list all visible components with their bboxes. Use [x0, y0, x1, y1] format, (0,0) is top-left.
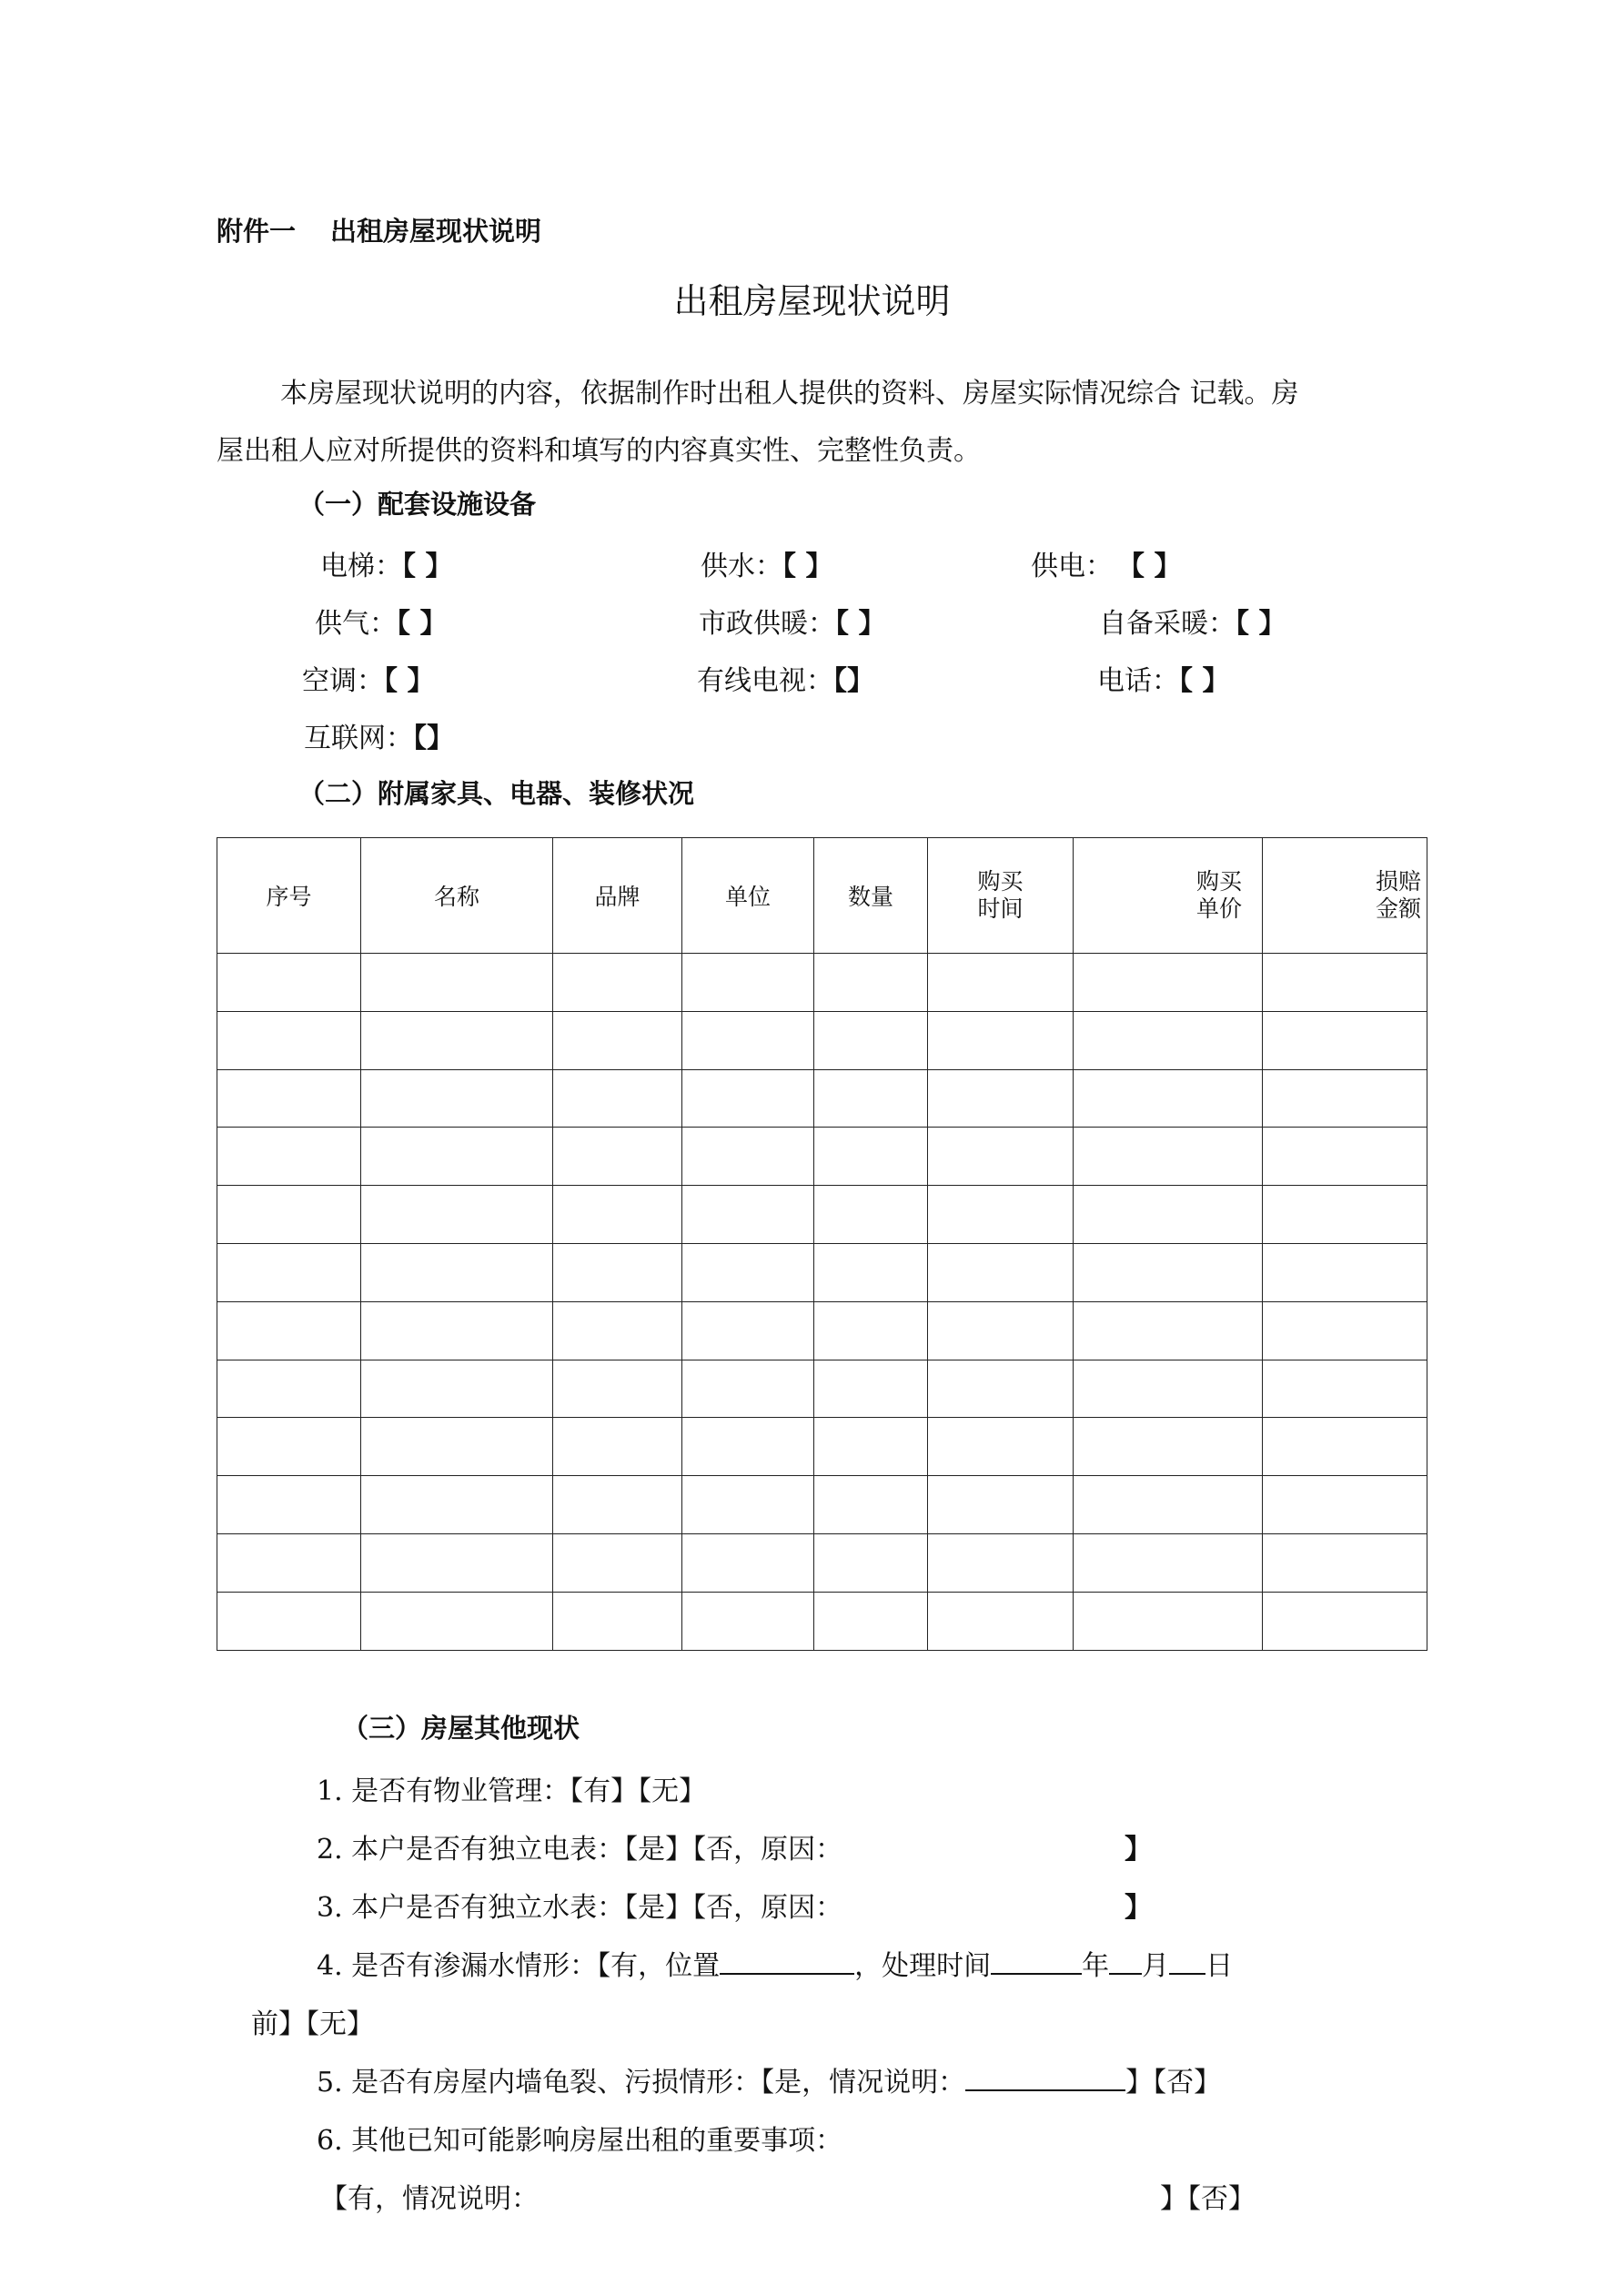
table-cell[interactable]	[1263, 954, 1427, 1012]
day-blank[interactable]	[1169, 1947, 1205, 1975]
table-cell[interactable]	[1263, 1301, 1427, 1360]
table-cell[interactable]	[553, 1592, 682, 1650]
checkbox-bracket[interactable]: 【】	[413, 723, 454, 754]
table-cell[interactable]	[553, 1476, 682, 1534]
table-cell[interactable]	[928, 1476, 1074, 1534]
table-row	[217, 1186, 1427, 1244]
table-cell[interactable]	[1074, 1418, 1263, 1476]
facility-internet: 互联网：【】	[304, 723, 454, 754]
table-cell[interactable]	[1074, 954, 1263, 1012]
col-quantity: 数量	[814, 838, 928, 954]
table-cell[interactable]	[361, 1592, 553, 1650]
checkbox-bracket[interactable]: 【 】	[402, 551, 453, 582]
facility-water: 供水：【 】	[701, 551, 833, 582]
table-cell[interactable]	[1074, 1128, 1263, 1186]
table-row	[217, 1360, 1427, 1418]
table-cell[interactable]	[361, 1301, 553, 1360]
table-cell[interactable]	[814, 1243, 928, 1301]
checkbox-bracket[interactable]: 【 】	[1236, 608, 1286, 640]
table-cell[interactable]	[361, 1128, 553, 1186]
table-cell[interactable]	[928, 1128, 1074, 1186]
table-cell[interactable]	[682, 1301, 814, 1360]
table-cell[interactable]	[1074, 1360, 1263, 1418]
section-1-heading: （一）配套设施设备	[298, 489, 537, 520]
checkbox-bracket[interactable]: 【 】	[782, 551, 833, 582]
col-damage-amount: 损赔 金额	[1263, 838, 1427, 954]
table-cell[interactable]	[553, 1128, 682, 1186]
question-6: 6. 其他已知可能影响房屋出租的重要事项：	[317, 2125, 843, 2157]
table-cell[interactable]	[217, 1128, 361, 1186]
furniture-table	[217, 837, 1427, 1651]
table-cell[interactable]	[1263, 1011, 1427, 1069]
table-cell[interactable]	[814, 1011, 928, 1069]
table-row	[217, 1243, 1427, 1301]
facility-gas: 供气：【 】	[315, 608, 448, 640]
table-cell[interactable]	[217, 1069, 361, 1128]
location-blank[interactable]	[720, 1947, 854, 1975]
table-cell[interactable]	[682, 1360, 814, 1418]
table-cell[interactable]	[1263, 1592, 1427, 1650]
table-cell[interactable]	[1074, 1011, 1263, 1069]
checkbox-bracket[interactable]: 【】	[833, 665, 874, 697]
table-cell[interactable]	[217, 954, 361, 1012]
table-cell[interactable]	[928, 1011, 1074, 1069]
col-purchase-time: 购买 时间	[928, 838, 1074, 954]
facility-power: 供电： 【 】	[1031, 551, 1182, 582]
table-cell[interactable]	[682, 1418, 814, 1476]
table-cell[interactable]	[682, 1186, 814, 1244]
table-cell[interactable]	[928, 1243, 1074, 1301]
table-cell[interactable]	[361, 1360, 553, 1418]
table-cell[interactable]	[217, 1011, 361, 1069]
table-cell[interactable]	[1074, 1069, 1263, 1128]
checkbox-bracket[interactable]: 【 】	[1131, 551, 1182, 582]
question-5: 5. 是否有房屋内墙龟裂、污损情形：【是，情况说明： 】【否】	[317, 2059, 1221, 2099]
intro-line-2: 屋出租人应对所提供的资料和填写的内容真实性、完整性负责。	[217, 435, 981, 467]
table-cell[interactable]	[553, 1301, 682, 1360]
table-header-row	[217, 838, 1427, 954]
col-purchase-price: 购买 单价	[1074, 838, 1263, 954]
checkbox-bracket[interactable]: 【 】	[835, 608, 886, 640]
facility-phone: 电话：【 】	[1097, 665, 1230, 697]
table-cell[interactable]	[1263, 1476, 1427, 1534]
table-cell[interactable]	[217, 1360, 361, 1418]
table-cell[interactable]	[814, 1069, 928, 1128]
table-cell[interactable]	[1074, 1476, 1263, 1534]
table-cell[interactable]	[553, 1069, 682, 1128]
attachment-title: 出租房屋现状说明	[330, 216, 542, 247]
table-cell[interactable]	[682, 954, 814, 1012]
table-cell[interactable]	[217, 1243, 361, 1301]
table-row	[217, 954, 1427, 1012]
table-cell[interactable]	[1074, 1186, 1263, 1244]
table-cell[interactable]	[682, 1243, 814, 1301]
table-cell[interactable]	[361, 954, 553, 1012]
table-row	[217, 1533, 1427, 1592]
table-cell[interactable]	[1263, 1418, 1427, 1476]
col-name: 名称	[361, 838, 553, 954]
table-cell[interactable]	[814, 1186, 928, 1244]
question-3: 3. 本户是否有独立水表：【是】【否，原因：	[317, 1892, 843, 1924]
question-1: 1. 是否有物业管理：【有】【无】	[317, 1775, 707, 1807]
col-brand: 品牌	[553, 838, 682, 954]
table-cell[interactable]	[928, 1418, 1074, 1476]
col-index: 序号	[217, 838, 361, 954]
table-cell[interactable]	[553, 1533, 682, 1592]
question-6-line-2: 【有，情况说明： 】【否】	[320, 2183, 1256, 2215]
question-2-close: 】	[1125, 1834, 1152, 1866]
table-cell[interactable]	[682, 1011, 814, 1069]
table-cell[interactable]	[1074, 1592, 1263, 1650]
table-cell[interactable]	[928, 954, 1074, 1012]
table-cell[interactable]	[553, 954, 682, 1012]
table-cell[interactable]	[1074, 1243, 1263, 1301]
table-row	[217, 1592, 1427, 1650]
time-blank[interactable]	[991, 1947, 1082, 1975]
table-row	[217, 1011, 1427, 1069]
table-cell[interactable]	[814, 1533, 928, 1592]
table-cell[interactable]	[814, 1301, 928, 1360]
question-4: 4. 是否有渗漏水情形：【有，位置 ，处理时间 年 月 日	[317, 1943, 1233, 1983]
table-cell[interactable]	[553, 1186, 682, 1244]
table-cell[interactable]	[682, 1476, 814, 1534]
document-title: 出租房屋现状说明	[673, 281, 951, 321]
table-row	[217, 1418, 1427, 1476]
table-cell[interactable]	[553, 1011, 682, 1069]
table-cell[interactable]	[217, 1533, 361, 1592]
table-cell[interactable]	[928, 1592, 1074, 1650]
table-cell[interactable]	[814, 1418, 928, 1476]
section-3-heading: （三）房屋其他现状	[342, 1713, 580, 1744]
table-cell[interactable]	[1263, 1360, 1427, 1418]
table-cell[interactable]	[361, 1418, 553, 1476]
table-cell[interactable]	[682, 1533, 814, 1592]
table-cell[interactable]	[553, 1243, 682, 1301]
table-cell[interactable]	[1074, 1533, 1263, 1592]
table-cell[interactable]	[361, 1476, 553, 1534]
question-3-close: 】	[1125, 1892, 1152, 1924]
table-cell[interactable]	[1263, 1533, 1427, 1592]
table-cell[interactable]	[814, 1128, 928, 1186]
attachment-label: 附件一 出租房屋现状说明	[217, 216, 542, 247]
condition-blank[interactable]	[965, 2064, 1125, 2091]
table-cell[interactable]	[1263, 1186, 1427, 1244]
table-cell[interactable]	[928, 1360, 1074, 1418]
table-cell[interactable]	[553, 1360, 682, 1418]
table-cell[interactable]	[217, 1418, 361, 1476]
facility-elevator: 电梯：【 】	[320, 551, 453, 582]
table-cell[interactable]	[682, 1128, 814, 1186]
table-row	[217, 1128, 1427, 1186]
table-cell[interactable]	[361, 1186, 553, 1244]
table-cell[interactable]	[1263, 1069, 1427, 1128]
table-cell[interactable]	[814, 1476, 928, 1534]
table-cell[interactable]	[361, 1533, 553, 1592]
table-cell[interactable]	[928, 1301, 1074, 1360]
table-cell[interactable]	[814, 1360, 928, 1418]
checkbox-bracket[interactable]: 【 】	[397, 608, 448, 640]
checkbox-bracket[interactable]: 【 】	[1179, 665, 1230, 697]
table-cell[interactable]	[217, 1301, 361, 1360]
facility-cable-tv: 有线电视：【】	[697, 665, 874, 697]
table-cell[interactable]	[814, 1592, 928, 1650]
table-cell[interactable]	[682, 1592, 814, 1650]
table-cell[interactable]	[553, 1418, 682, 1476]
table-cell[interactable]	[361, 1069, 553, 1128]
table-cell[interactable]	[928, 1069, 1074, 1128]
section-2-heading: （二）附属家具、电器、装修状况	[298, 778, 695, 809]
table-cell[interactable]	[928, 1533, 1074, 1592]
table-row	[217, 1069, 1427, 1128]
table-row	[217, 1476, 1427, 1534]
table-cell[interactable]	[217, 1476, 361, 1534]
table-cell[interactable]	[217, 1186, 361, 1244]
table-cell[interactable]	[1263, 1128, 1427, 1186]
question-4-line-2: 前】【无】	[251, 2008, 374, 2040]
table-cell[interactable]	[361, 1011, 553, 1069]
facility-self-heating: 自备采暖：【 】	[1099, 608, 1286, 640]
table-cell[interactable]	[1074, 1301, 1263, 1360]
question-2: 2. 本户是否有独立电表：【是】【否，原因：	[317, 1834, 843, 1866]
table-cell[interactable]	[361, 1243, 553, 1301]
month-blank[interactable]	[1109, 1947, 1142, 1975]
table-cell[interactable]	[1263, 1243, 1427, 1301]
col-unit: 单位	[682, 838, 814, 954]
table-cell[interactable]	[217, 1592, 361, 1650]
table-cell[interactable]	[928, 1186, 1074, 1244]
checkbox-bracket[interactable]: 【 】	[384, 665, 435, 697]
facility-municipal-heating: 市政供暖：【 】	[699, 608, 886, 640]
table-cell[interactable]	[682, 1069, 814, 1128]
table-row	[217, 1301, 1427, 1360]
intro-line-1: 本房屋现状说明的内容，依据制作时出租人提供的资料、房屋实际情况综合 记载。房	[280, 378, 1299, 410]
facility-ac: 空调：【 】	[302, 665, 435, 697]
table-cell[interactable]	[814, 954, 928, 1012]
